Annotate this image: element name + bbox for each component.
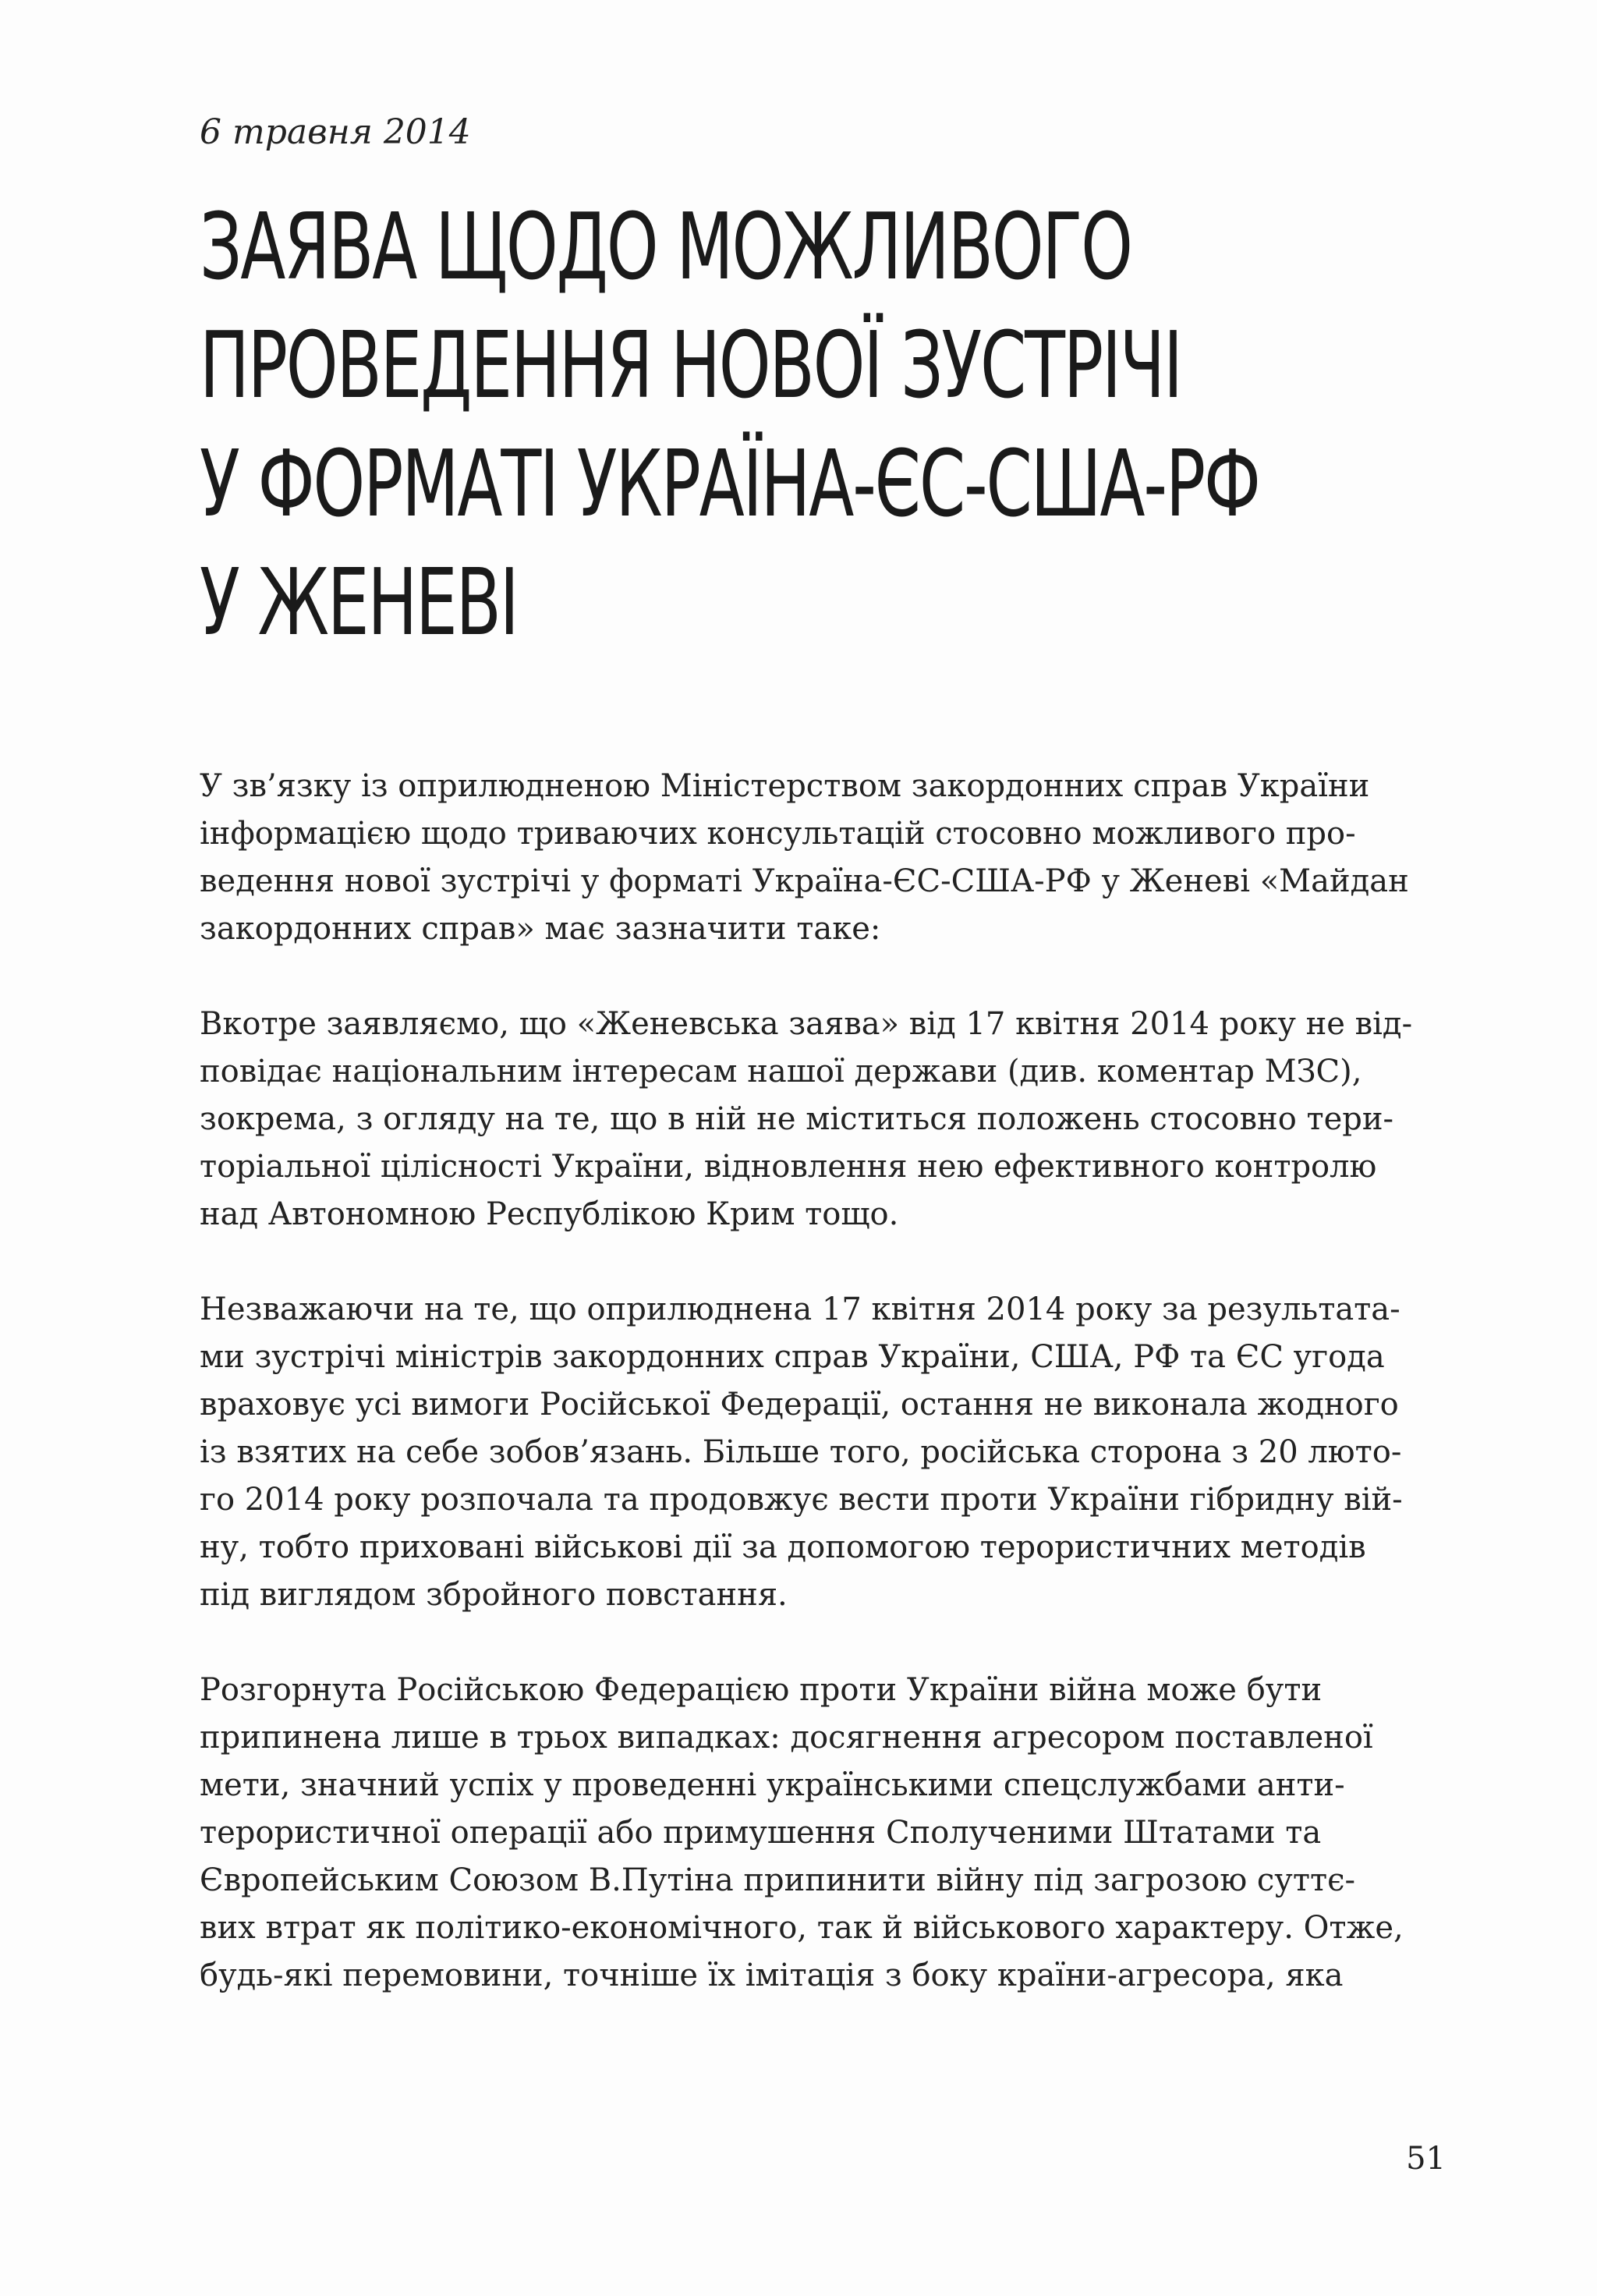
text-line: Розгорнута Російською Федерацією проти України війна може бути xyxy=(200,1672,1323,1708)
paragraph-intro xyxy=(200,763,1447,953)
text-line: із взятих на себе зобов’язань. Більше того, російська сторона з 20 люто- xyxy=(200,1434,1402,1470)
title-line: У ФОРМАТІ УКРАЇНА-ЄС-США-РФ xyxy=(200,430,1259,537)
text-line: зокрема, з огляду на те, що в ній не міститься положень стосовно тери- xyxy=(200,1101,1394,1137)
text-line: Незважаючи на те, що оприлюднена 17 квітня 2014 року за результата- xyxy=(200,1292,1400,1327)
statement-title xyxy=(200,187,1259,661)
paragraph-war-termination xyxy=(200,1667,1447,2000)
page-number: 51 xyxy=(1406,2141,1446,2177)
text-line: У зв’язку із оприлюдненою Міністерством закордонних справ України xyxy=(200,768,1370,804)
paragraph-geneva-statement xyxy=(200,1001,1447,1238)
statement-body xyxy=(200,763,1447,2047)
text-line: ми зустрічі міністрів закордонних справ України, США, РФ та ЄС угода xyxy=(200,1339,1385,1375)
text-line: торіальної цілісності України, відновлення нею ефективного контролю xyxy=(200,1149,1377,1185)
text-line: будь-які перемовини, точніше їх імітація з боку країни-агресора, яка xyxy=(200,1958,1344,1993)
text-line: вих втрат як політико-економічного, так й військового характеру. Отже, xyxy=(200,1910,1404,1946)
text-line: над Автономною Республікою Крим тощо. xyxy=(200,1196,899,1232)
text-line: ведення нової зустрічі у форматі Україна-ЄС-США-РФ у Женеві «Майдан xyxy=(200,863,1409,899)
text-line: Європейським Союзом В.Путіна припинити війну під загрозою суттє- xyxy=(200,1862,1355,1898)
text-line: інформацією щодо триваючих консультацій стосовно можливого про- xyxy=(200,816,1356,852)
text-line: мети, значний успіх у проведенні українськими спецслужбами анти- xyxy=(200,1767,1345,1803)
title-line: ЗАЯВА ЩОДО МОЖЛИВОГО xyxy=(200,193,1131,300)
text-line: припинена лише в трьох випадках: досягнення агресором поставленої xyxy=(200,1720,1373,1756)
text-line: закордонних справ» має зазначити таке: xyxy=(200,911,881,947)
text-line: го 2014 року розпочала та продовжує вести проти України гібридну вій- xyxy=(200,1482,1403,1518)
title-line: ПРОВЕДЕННЯ НОВОЇ ЗУСТРІЧІ xyxy=(200,311,1181,419)
text-line: Вкотре заявляємо, що «Женевська заява» від 17 квітня 2014 року не від- xyxy=(200,1006,1413,1042)
paragraph-obligations xyxy=(200,1286,1447,1619)
title-line: У ЖЕНЕВІ xyxy=(200,548,518,656)
text-line: враховує усі вимоги Російської Федерації, остання не виконала жодного xyxy=(200,1387,1399,1423)
text-line: ну, тобто приховані військові дії за допомогою терористичних методів xyxy=(200,1529,1366,1565)
text-line: під виглядом збройного повстання. xyxy=(200,1577,788,1613)
text-line: терористичної операції або примушення Сполученими Штатами та xyxy=(200,1815,1322,1851)
publication-date: 6 травня 2014 xyxy=(200,112,471,152)
text-line: повідає національним інтересам нашої держави (див. коментар МЗС), xyxy=(200,1054,1362,1090)
